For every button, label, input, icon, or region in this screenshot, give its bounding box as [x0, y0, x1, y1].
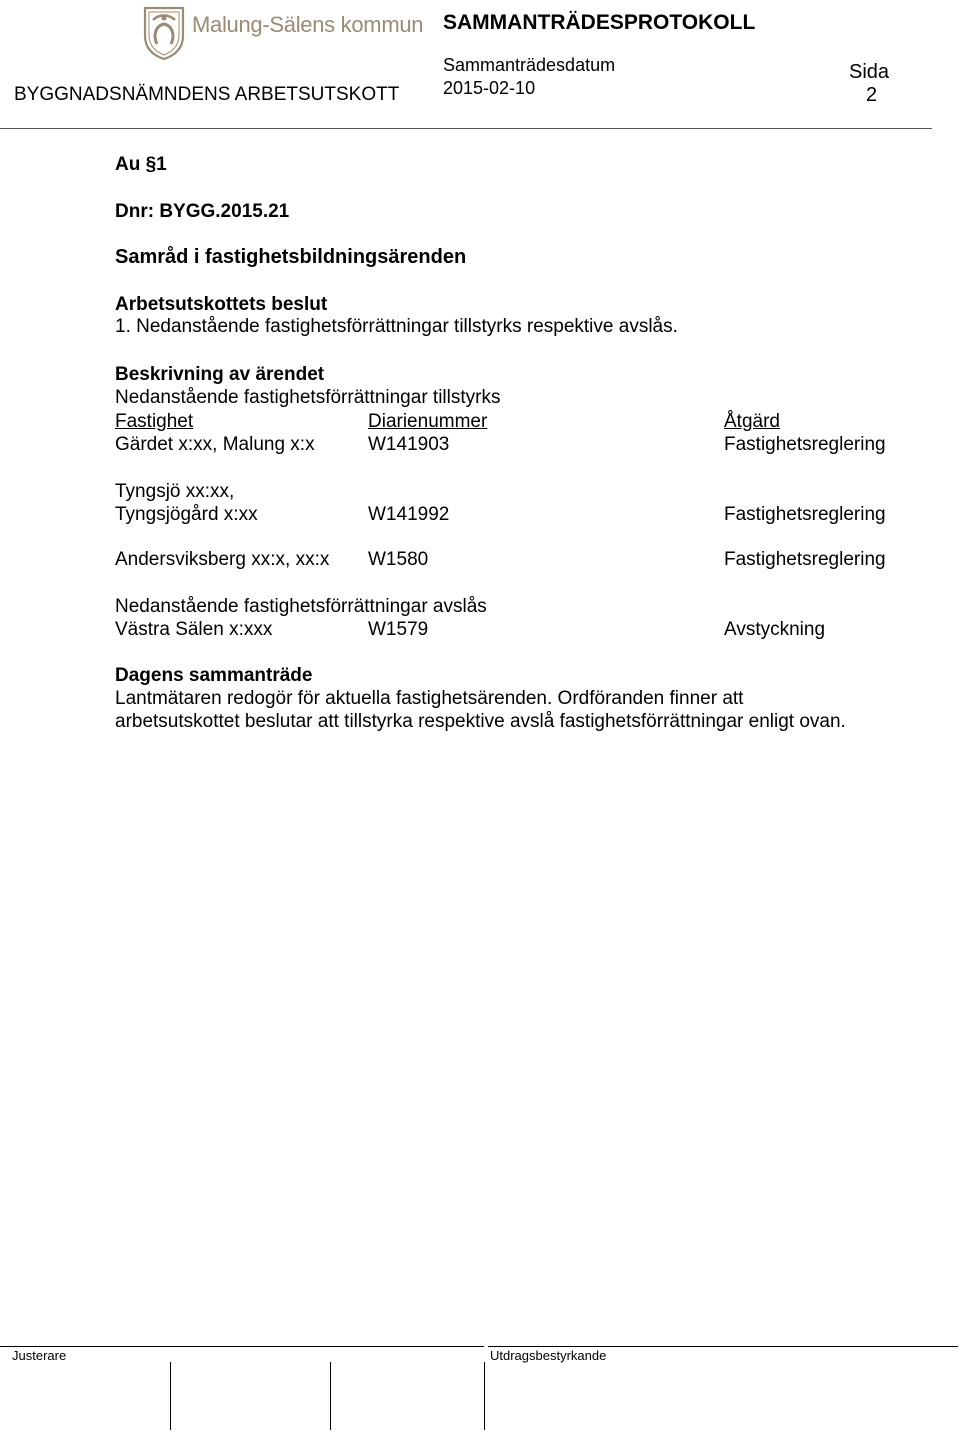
- section-number: Au §1: [115, 154, 167, 175]
- signature-field-divider: [330, 1362, 331, 1430]
- signature-field-divider: [484, 1362, 485, 1430]
- header-divider: [0, 128, 932, 129]
- table-cell-diary-number: W1580: [368, 549, 429, 570]
- municipality-name: Malung-Sälens kommun: [192, 12, 424, 37]
- rejected-intro: Nedanstående fastighetsförrättningar avslås: [115, 596, 487, 617]
- table-cell-property-line1: Tyngsjö xx:xx,: [115, 481, 235, 502]
- description-heading: Beskrivning av ärendet: [115, 364, 325, 385]
- diary-reference: Dnr: BYGG.2015.21: [115, 201, 290, 222]
- table-header-diary-number: Diarienummer: [368, 411, 488, 432]
- meeting-heading: Dagens sammanträde: [115, 665, 313, 686]
- case-title: Samråd i fastighetsbildningsärenden: [115, 246, 467, 268]
- meeting-date-label: Sammanträdesdatum: [443, 55, 616, 75]
- table-cell-diary-number: W1579: [368, 619, 429, 640]
- table-cell-property: Gärdet x:xx, Malung x:x: [115, 434, 315, 455]
- approved-intro: Nedanstående fastighetsförrättningar tillstyrks: [115, 387, 501, 408]
- decision-item: 1. Nedanstående fastighetsförrättningar tillstyrks respektive avslås.: [115, 316, 678, 337]
- table-cell-action: Avstyckning: [724, 619, 826, 640]
- footer-divider-left: [0, 1346, 484, 1347]
- decision-heading: Arbetsutskottets beslut: [115, 294, 328, 315]
- meeting-date-value: 2015-02-10: [443, 78, 536, 98]
- municipal-crest-icon: [143, 6, 185, 60]
- page-label: Sida: [849, 61, 890, 83]
- document-type: SAMMANTRÄDESPROTOKOLL: [443, 11, 756, 34]
- footer-divider-right: [488, 1346, 958, 1347]
- meeting-text-line1: Lantmätaren redogör för aktuella fastighetsärenden. Ordföranden finner att: [115, 688, 744, 709]
- table-header-action: Åtgärd: [724, 411, 780, 432]
- table-cell-action: Fastighetsreglering: [724, 549, 886, 570]
- adjuster-label: Justerare: [12, 1348, 67, 1363]
- table-cell-diary-number: W141992: [368, 504, 450, 525]
- table-cell-property: Tyngsjögård x:xx: [115, 504, 258, 525]
- certifier-label: Utdragsbestyrkande: [490, 1348, 607, 1363]
- meeting-text-line2: arbetsutskottet beslutar att tillstyrka respektive avslå fastighetsförrättningar enligt ovan.: [115, 711, 846, 732]
- signature-field-divider: [170, 1362, 171, 1430]
- table-cell-action: Fastighetsreglering: [724, 504, 886, 525]
- table-cell-property: Västra Sälen x:xxx: [115, 619, 273, 640]
- page-number: 2: [866, 84, 878, 106]
- table-cell-property: Andersviksberg xx:x, xx:x: [115, 549, 330, 570]
- committee-name: BYGGNADSNÄMNDENS ARBETSUTSKOTT: [14, 84, 400, 105]
- table-cell-action: Fastighetsreglering: [724, 434, 886, 455]
- table-header-property: Fastighet: [115, 411, 194, 432]
- table-cell-diary-number: W141903: [368, 434, 450, 455]
